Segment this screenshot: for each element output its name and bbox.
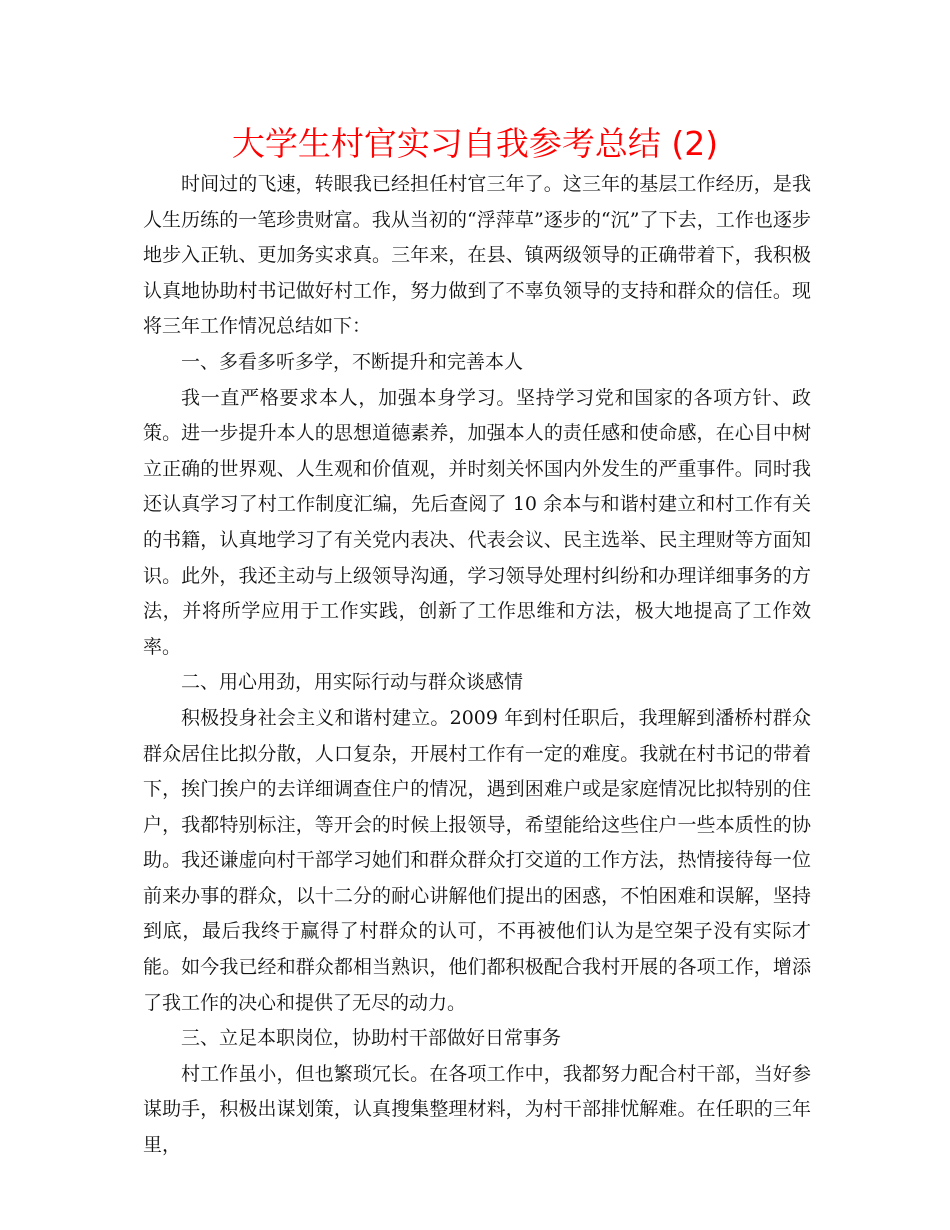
section-heading-2: 二、用心用劲，用实际行动与群众谈感情 bbox=[181, 671, 524, 694]
paragraph-section-2: 积极投身社会主义和谐村建立。2009 年到村任职后，我理解到潘桥村群众群众居住比拟分散，人口复杂，开展村工作有一定的难度。我就在村书记的带着下，挨门挨户的去详细调查住户的情况，遇到困难户或是家庭情况比拟特别的住户，我都特别标注，等开会的时候上报领导，希望能给这些住户一些本质性的协助。我还谦虚向村干部学习她们和群众群众打交道的工作方法，热情接待每一位前来办事的群众，以十二分的耐心讲解他们提出的困惑，不怕困难和误解，坚持到底，最后我终于赢得了村群众的认可，不再被他们认为是空架子没有实际才能。如今我已经和群众都相当熟识，他们都积极配合我村开展的各项工作，增添了我工作的决心和提供了无尽的动力。 bbox=[143, 706, 811, 1014]
paragraph-section-1: 我一直严格要求本人，加强本身学习。坚持学习党和国家的各项方针、政策。进一步提升本人的思想道德素养，加强本人的责任感和使命感，在心目中树立正确的世界观、人生观和价值观，并时刻关怀国内外发生的严重事件。同时我还认真学习了村工作制度汇编，先后查阅了 10 余本与和谐村建立和村工作有关的书籍，认真地学习了有关党内表决、代表会议、民主选举、民主理财等方面知识。此外，我还主动与上级领导沟通，学习领导处理村纠纷和办理详细事务的方法，并将所学应用于工作实践，创新了工作思维和方法，极大地提高了工作效率。 bbox=[143, 386, 811, 658]
section-heading-1: 一、多看多听多学，不断提升和完善本人 bbox=[181, 350, 524, 373]
document-body bbox=[143, 167, 811, 1164]
paragraph-intro: 时间过的飞速，转眼我已经担任村官三年了。这三年的基层工作经历，是我人生历练的一笔珍贵财富。我从当初的“浮萍草”逐步的“沉”了下去，工作也逐步地步入正轨、更加务实求真。三年来，在县、镇两级领导的正确带着下，我积极认真地协助村书记做好村工作，努力做到了不辜负领导的支持和群众的信任。现将三年工作情况总结如下： bbox=[143, 173, 811, 338]
document-title: 大学生村官实习自我参考总结 (2) bbox=[231, 124, 719, 163]
section-heading-3: 三、立足本职岗位，协助村干部做好日常事务 bbox=[181, 1027, 562, 1050]
paragraph-section-3: 村工作虽小，但也繁琐冗长。在各项工作中，我都努力配合村干部，当好参谋助手，积极出谋划策，认真搜集整理材料，为村干部排忧解难。在任职的三年里， bbox=[143, 1062, 811, 1157]
